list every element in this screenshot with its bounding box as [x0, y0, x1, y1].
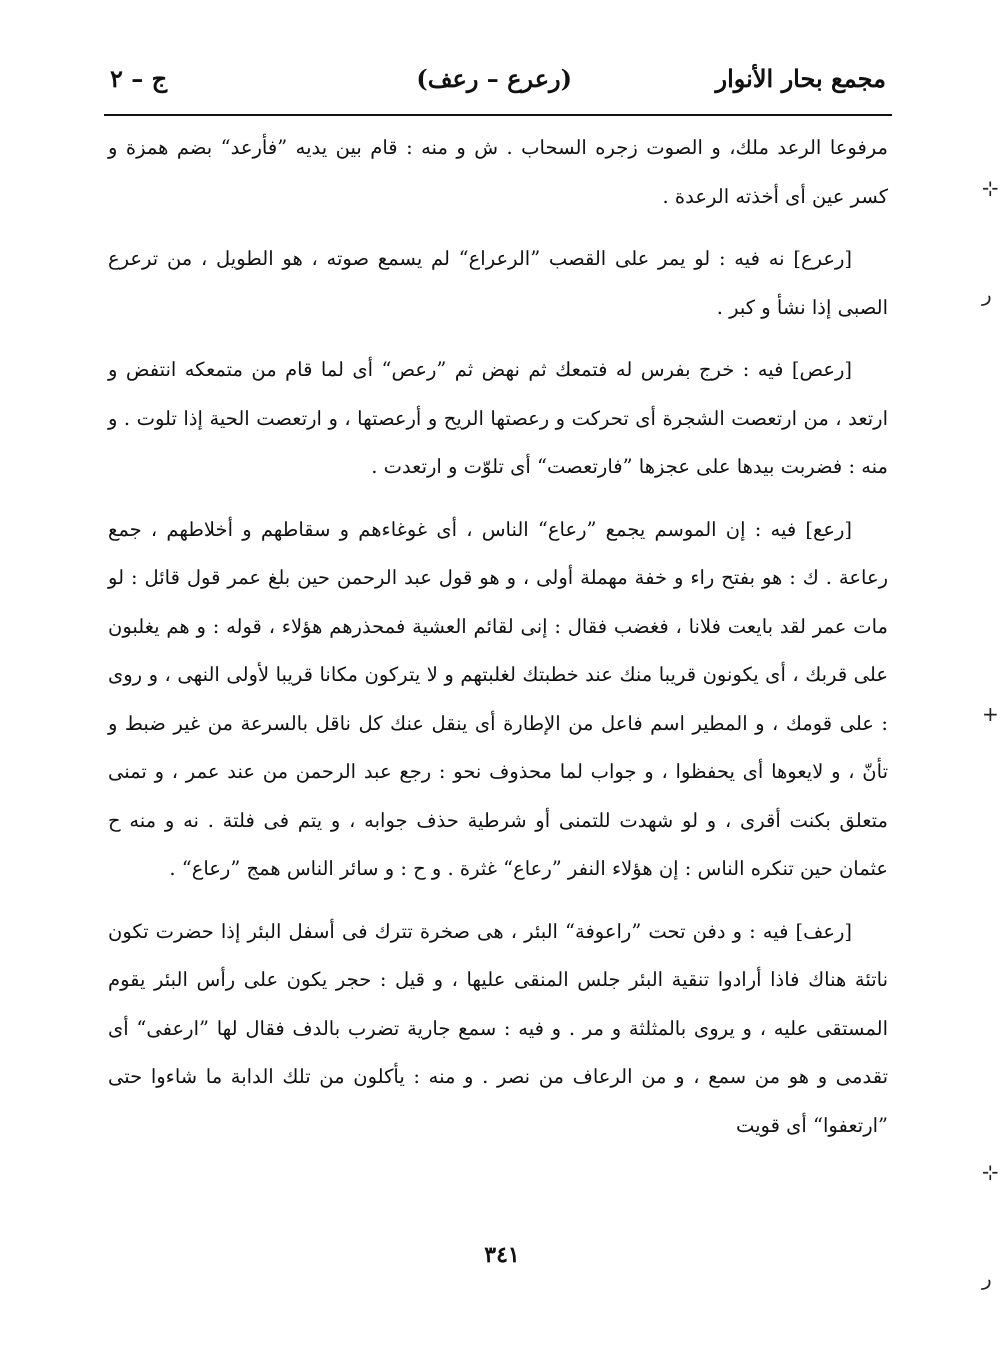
margin-mark: ⊹ — [982, 1160, 999, 1184]
paragraph-continuation: مرفوعا الرعد ملك، و الصوت زجره السحاب . ش و منه : قام بين يديه ”فأرعد“ بضم همزة و كسر عين أى أخذته الرعدة . — [108, 136, 888, 208]
header-rule — [104, 114, 892, 116]
margin-mark: ⊹ — [982, 176, 999, 200]
margin-mark: + — [982, 702, 999, 726]
entry-raaf: [رعف] فيه : و دفن تحت ”راعوفة“ البئر ، هى صخرة تترك فى أسفل البئر إذا حضرت تكون ناتئة هناك فاذا أرادوا تنقية البئر جلس المنقى عليها ، و قيل : حجر يكون على رأس البئر يقوم المستقى عليه ، و يروى بالمثلثة و مر . و فيه : سمع جارية تضرب بالدف فقال لها ”ارعفى“ أى تقدمى و هو من سمع ، و من الرعاف من نصر . و منه : يأكلون من تلك الدابة ما شاءوا حتى ”ارتعفوا“ أى قويت — [108, 919, 888, 1137]
entry-range: (رعرع – رعف) — [416, 64, 572, 93]
entry-raaa: [رعع] فيه : إن الموسم يجمع ”رعاع“ الناس ، أى غوغاءهم و سقاطهم و أخلاطهم ، جمع رعاعة . ك : هو بفتح راء و خفة مهملة أولى ، و هو قول عبد الرحمن حين بلغ عمر قول قائل : لو مات عمر لقد بايعت فلانا ، فغضب فقال : إنى لقائم العشية فمحذرهم هؤلاء ، قوله : و هم يغلبون على قربك ، أى يكونون قريبا منك عند خطبتك لغلبتهم و لا يتركون مكانا قريبا لأولى النهى ، و روى : على قومك ، و المطير اسم فاعل من الإطارة أى ينقل عنك كل ناقل بالسرعة من غير ضبط و تأنّ ، و لايعوها أى يحفظوا ، و جواب لما محذوف نحو : رجع عبد الرحمن من عند عمر ، و تمنى متعلق بكنت أقرى ، و لو شهدت للتمنى أو شرطية حذف جوابه ، و يتم فى فلتة . نه و منه ح عثمان حين تنكره الناس : إن هؤلاء النفر ”رعاع“ غثرة . و ح : و سائر الناس همج ”رعاع“ . — [108, 517, 888, 880]
entry-raas: [رعص] فيه : خرج بفرس له فتمعك ثم نهض ثم ”رعص“ أى لما قام من متمعكه انتفض و ارتعد ، من ارتعصت الشجرة أى تحركت و رعصتها الريح و أرعصتها ، و ارتعصت الحية إذا تلوت . و منه : فضربت بيدها على عجزها ”فارتعصت“ أى تلوّت و ارتعدت . — [108, 358, 888, 478]
running-header — [100, 58, 892, 108]
book-title: مجمع بحار الأنوار — [715, 64, 886, 93]
page-body — [108, 124, 888, 1150]
margin-mark: ر — [982, 282, 992, 306]
volume-number: ج – ٢ — [110, 64, 168, 93]
margin-mark: ر — [982, 1266, 992, 1290]
page-number: ٣٤١ — [484, 1242, 520, 1268]
entry-raraa: [رعرع] نه فيه : لو يمر على القصب ”الرعراع“ لم يسمع صوته ، هو الطويل ، من ترعرع الصبى إذا نشأ و كبر . — [108, 247, 888, 319]
